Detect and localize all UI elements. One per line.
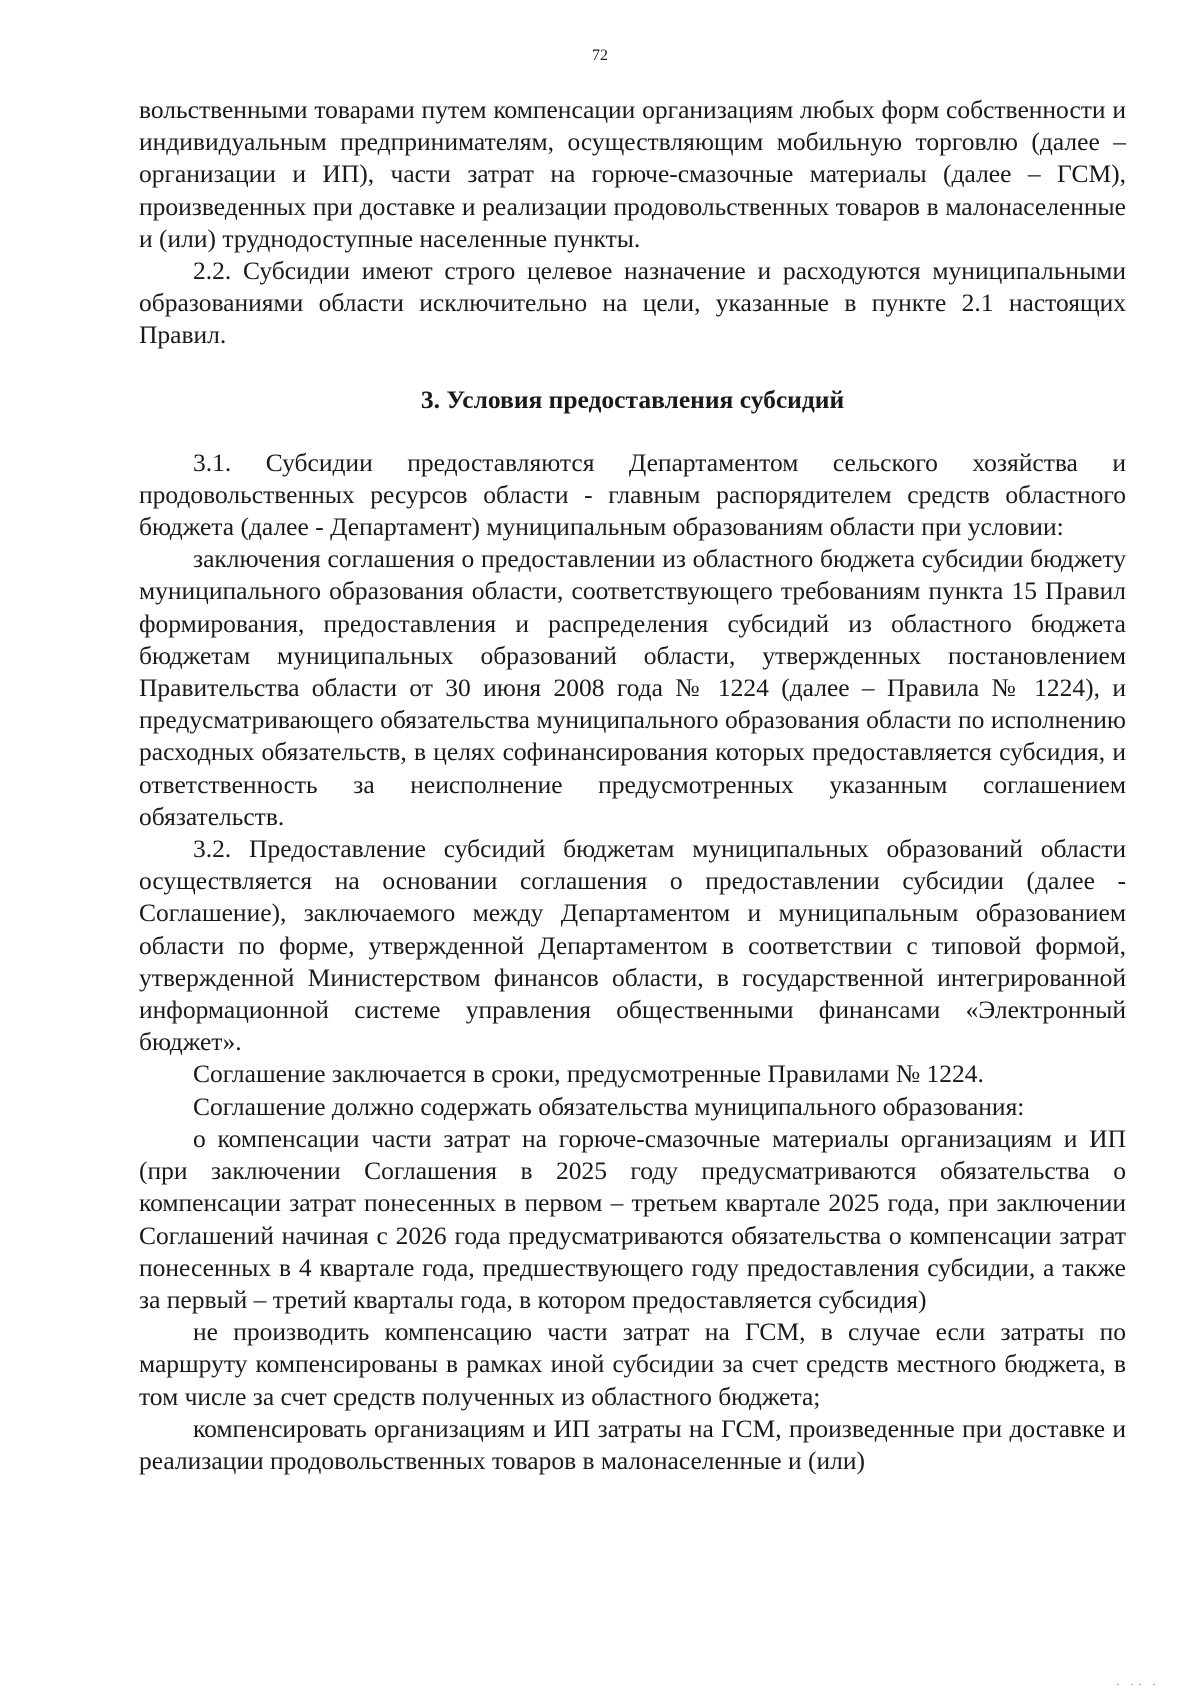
paragraph-3-1: 3.1. Субсидии предоставляются Департаментом сельского хозяйства и продовольственных ресурсов области - главным распорядителем средств областного бюджета (далее - Департамент) муниципальным образованиям области при условии: bbox=[139, 447, 1126, 542]
page-number: 72 bbox=[592, 47, 608, 64]
paragraph-2-2: 2.2. Субсидии имеют строго целевое назначение и расходуются муниципальными образованиями области исключительно на цели, указанные в пункте 2.1 настоящих Правил. bbox=[139, 256, 1126, 350]
paragraph-condition: заключения соглашения о предоставлении из областного бюджета субсидии бюджету муниципального образования области, соответствующего требованиям пункта 15 Правил формирования, предоставления и распределения субсидий из областного бюджета бюджетам муниципальных образований области, утвержденных постановлением Правительства области от 30 июня 2008 года № 1224 (далее – Правила № 1224), и предусматривающего обязательства муниципального образования области по исполнению расходных обязательств, в целях софинансирования которых предоставляется субсидия, и ответственность за неисполнение предусмотренных указанным соглашением обязательств. bbox=[139, 544, 1126, 831]
paragraph-compensate-costs: компенсировать организациям и ИП затраты на ГСМ, произведенные при доставке и реализации продовольственных товаров в малонаселенные и (или) bbox=[139, 1413, 1126, 1475]
paragraph-no-double-compensation: не производить компенсацию части затрат на ГСМ, в случае если затраты по маршруту компенсированы в рамках иной субсидии за счет средств местного бюджета, в том числе за счет средств полученных из областного бюджета; bbox=[139, 1317, 1126, 1411]
paragraph-agreement-terms: Соглашение заключается в сроки, предусмотренные Правилами № 1224. bbox=[193, 1059, 984, 1089]
scan-corner-mark: · ·· · bbox=[1115, 1679, 1160, 1691]
section-heading: 3. Условия предоставления субсидий bbox=[420, 384, 845, 414]
document-body bbox=[139, 94, 1126, 1477]
paragraph-compensation: о компенсации части затрат на горюче-смазочные материалы организациям и ИП (при заключении Соглашения в 2025 году предусматриваются обязательства о компенсации затрат понесенных в первом – третьем квартале 2025 года, при заключении Соглашений начиная с 2026 года предусматриваются обязательства о компенсации затрат понесенных в 4 квартале года, предшествующего году предоставления субсидии, а также за первый – третий кварталы года, в котором предоставляется субсидия) bbox=[139, 1123, 1126, 1314]
paragraph-agreement-obligations: Соглашение должно содержать обязательства муниципального образования: bbox=[193, 1091, 1025, 1121]
paragraph-3-2: 3.2. Предоставление субсидий бюджетам муниципальных образований области осуществляется на основании соглашения о предоставлении субсидии (далее - Соглашение), заключаемого между Департаментом и муниципальным образованием области по форме, утвержденной Департаментом в соответствии с типовой формой, утвержденной Министерством финансов области, в государственной интегрированной информационной системе управления общественными финансами «Электронный бюджет». bbox=[139, 834, 1126, 1057]
paragraph-continuation: вольственными товарами путем компенсации организациям любых форм собственности и индивидуальным предпринимателям, осуществляющим мобильную торговлю (далее – организации и ИП), части затрат на горюче-смазочные материалы (далее – ГСМ), произведенных при доставке и реализации продовольственных товаров в малонаселенные и (или) труднодоступные населенные пункты. bbox=[139, 95, 1126, 253]
